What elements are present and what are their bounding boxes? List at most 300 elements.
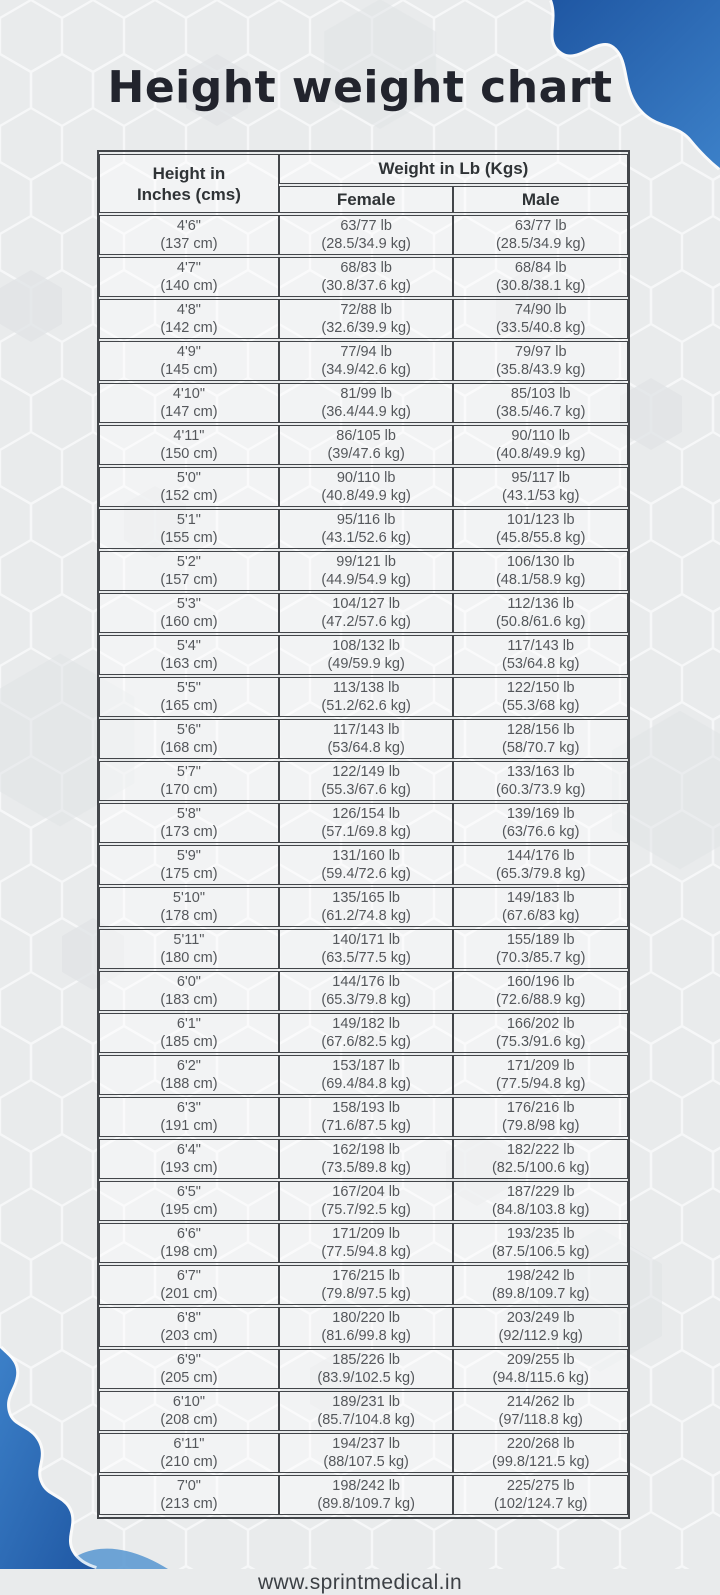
- female-weight-kg: (81.6/99.8 kg): [321, 1328, 411, 1344]
- male-weight-lb: 133/163 lb: [506, 764, 575, 780]
- height-feet-inches: 5'4": [176, 638, 201, 654]
- male-weight-lb: 139/169 lb: [506, 806, 575, 822]
- height-centimeters: (152 cm): [160, 488, 218, 504]
- male-weight-lb: 144/176 lb: [506, 848, 575, 864]
- male-weight-cell: [453, 383, 628, 423]
- female-weight-kg: (34.9/42.6 kg): [321, 362, 411, 378]
- height-feet-inches: 7'0": [176, 1478, 201, 1494]
- website-url: www.sprintmedical.in: [257, 1571, 463, 1594]
- weight-group-header: Weight in Lb (Kgs): [279, 154, 628, 184]
- height-cell: [99, 803, 279, 843]
- male-weight-cell: [453, 761, 628, 801]
- table-row: [99, 1391, 628, 1431]
- table-row: [99, 467, 628, 507]
- male-weight-kg: (89.8/109.7 kg): [491, 1286, 590, 1302]
- height-cell: [99, 383, 279, 423]
- female-weight-lb: 162/198 lb: [332, 1142, 400, 1158]
- male-weight-lb: 193/235 lb: [506, 1226, 575, 1242]
- male-weight-cell: [453, 1475, 628, 1515]
- height-feet-inches: 6'8": [176, 1310, 201, 1326]
- female-weight-cell: [279, 341, 454, 381]
- male-weight-cell: [453, 425, 628, 465]
- table-row: [99, 593, 628, 633]
- height-feet-inches: 6'4": [176, 1142, 201, 1158]
- female-weight-cell: [279, 719, 454, 759]
- female-weight-kg: (53/64.8 kg): [327, 740, 405, 756]
- female-weight-cell: [279, 1223, 454, 1263]
- height-feet-inches: 4'8": [176, 302, 201, 318]
- male-weight-kg: (33.5/40.8 kg): [495, 320, 586, 336]
- female-weight-kg: (32.6/39.9 kg): [321, 320, 411, 336]
- height-centimeters: (203 cm): [160, 1328, 218, 1344]
- height-cell: [99, 929, 279, 969]
- height-cell: [99, 1223, 279, 1263]
- height-centimeters: (208 cm): [160, 1412, 218, 1428]
- height-cell: [99, 257, 279, 297]
- height-cell: [99, 1433, 279, 1473]
- height-feet-inches: 6'2": [176, 1058, 201, 1074]
- male-weight-cell: [453, 467, 628, 507]
- height-centimeters: (205 cm): [160, 1370, 218, 1386]
- height-cell: [99, 845, 279, 885]
- male-weight-lb: 128/156 lb: [506, 722, 575, 738]
- female-weight-lb: 185/226 lb: [332, 1352, 400, 1368]
- table-row: [99, 215, 628, 255]
- male-column-header: Male: [453, 186, 628, 213]
- female-weight-cell: [279, 761, 454, 801]
- male-weight-kg: (82.5/100.6 kg): [491, 1160, 590, 1176]
- male-weight-kg: (99.8/121.5 kg): [491, 1454, 590, 1470]
- height-cell: [99, 887, 279, 927]
- table-row: [99, 803, 628, 843]
- male-weight-kg: (63/76.6 kg): [502, 824, 580, 840]
- height-centimeters: (140 cm): [160, 278, 218, 294]
- female-weight-kg: (69.4/84.8 kg): [321, 1076, 411, 1092]
- height-centimeters: (163 cm): [160, 656, 218, 672]
- male-weight-lb: 203/249 lb: [506, 1310, 575, 1326]
- male-weight-cell: [453, 1139, 628, 1179]
- female-weight-lb: 149/182 lb: [332, 1016, 400, 1032]
- male-weight-lb: 160/196 lb: [506, 974, 575, 990]
- height-feet-inches: 5'10": [172, 890, 205, 906]
- male-weight-cell: [453, 257, 628, 297]
- male-weight-lb: 74/90 lb: [514, 302, 567, 318]
- male-weight-kg: (87.5/106.5 kg): [491, 1244, 590, 1260]
- height-centimeters: (155 cm): [160, 530, 218, 546]
- height-feet-inches: 6'10": [172, 1394, 205, 1410]
- table-row: [99, 677, 628, 717]
- male-weight-kg: (79.8/98 kg): [502, 1118, 580, 1134]
- height-cell: [99, 1307, 279, 1347]
- male-weight-kg: (92/112.9 kg): [498, 1328, 583, 1344]
- male-weight-lb: 90/110 lb: [511, 428, 570, 444]
- table-row: [99, 1349, 628, 1389]
- table-row: [99, 1139, 628, 1179]
- female-weight-cell: [279, 1055, 454, 1095]
- height-centimeters: (157 cm): [160, 572, 218, 588]
- female-weight-cell: [279, 887, 454, 927]
- female-weight-kg: (65.3/79.8 kg): [321, 992, 411, 1008]
- male-weight-lb: 149/183 lb: [506, 890, 575, 906]
- female-weight-kg: (40.8/49.9 kg): [321, 488, 411, 504]
- table-row: [99, 383, 628, 423]
- height-feet-inches: 5'11": [173, 932, 205, 948]
- height-centimeters: (175 cm): [160, 866, 218, 882]
- height-feet-inches: 5'2": [176, 554, 201, 570]
- height-centimeters: (210 cm): [160, 1454, 218, 1470]
- female-weight-cell: [279, 593, 454, 633]
- male-weight-cell: [453, 677, 628, 717]
- male-weight-lb: 220/268 lb: [506, 1436, 575, 1452]
- male-weight-lb: 155/189 lb: [506, 932, 575, 948]
- female-weight-cell: [279, 383, 454, 423]
- male-weight-lb: 182/222 lb: [506, 1142, 575, 1158]
- female-weight-lb: 108/132 lb: [332, 638, 400, 654]
- female-weight-cell: [279, 1097, 454, 1137]
- height-centimeters: (191 cm): [160, 1118, 218, 1134]
- male-weight-lb: 85/103 lb: [510, 386, 571, 402]
- male-weight-lb: 198/242 lb: [506, 1268, 575, 1284]
- female-weight-kg: (30.8/37.6 kg): [321, 278, 411, 294]
- female-weight-lb: 95/116 lb: [336, 512, 396, 528]
- female-weight-lb: 122/149 lb: [332, 764, 400, 780]
- male-weight-kg: (94.8/115.6 kg): [492, 1370, 589, 1386]
- female-weight-lb: 144/176 lb: [332, 974, 400, 990]
- height-cell: [99, 551, 279, 591]
- male-weight-lb: 112/136 lb: [507, 596, 575, 612]
- male-weight-lb: 214/262 lb: [506, 1394, 575, 1410]
- male-weight-kg: (65.3/79.8 kg): [495, 866, 586, 882]
- table-row: [99, 971, 628, 1011]
- male-weight-kg: (50.8/61.6 kg): [495, 614, 586, 630]
- male-weight-lb: 95/117 lb: [511, 470, 570, 486]
- female-weight-lb: 198/242 lb: [332, 1478, 400, 1494]
- female-weight-cell: [279, 635, 454, 675]
- female-weight-kg: (61.2/74.8 kg): [321, 908, 411, 924]
- height-feet-inches: 6'3": [176, 1100, 201, 1116]
- female-weight-cell: [279, 1181, 454, 1221]
- female-weight-cell: [279, 1433, 454, 1473]
- female-weight-cell: [279, 551, 454, 591]
- height-centimeters: (195 cm): [160, 1202, 218, 1218]
- height-centimeters: (165 cm): [160, 698, 218, 714]
- table-header: [99, 154, 628, 213]
- height-centimeters: (137 cm): [160, 236, 218, 252]
- male-weight-kg: (35.8/43.9 kg): [495, 362, 586, 378]
- table-row: [99, 509, 628, 549]
- height-feet-inches: 4'9": [176, 344, 201, 360]
- height-cell: [99, 1475, 279, 1515]
- female-weight-lb: 176/215 lb: [332, 1268, 400, 1284]
- female-weight-kg: (47.2/57.6 kg): [321, 614, 411, 630]
- female-weight-lb: 99/121 lb: [336, 554, 396, 570]
- female-weight-kg: (88/107.5 kg): [323, 1454, 409, 1470]
- female-weight-lb: 140/171 lb: [332, 932, 400, 948]
- female-weight-kg: (75.7/92.5 kg): [321, 1202, 411, 1218]
- male-weight-kg: (58/70.7 kg): [502, 740, 580, 756]
- table-row: [99, 1265, 628, 1305]
- height-centimeters: (183 cm): [160, 992, 218, 1008]
- height-centimeters: (185 cm): [160, 1034, 218, 1050]
- male-weight-cell: [453, 551, 628, 591]
- male-weight-kg: (84.8/103.8 kg): [491, 1202, 590, 1218]
- female-weight-cell: [279, 1139, 454, 1179]
- height-feet-inches: 6'11": [173, 1436, 205, 1452]
- female-weight-lb: 68/83 lb: [340, 260, 392, 276]
- table-row: [99, 719, 628, 759]
- height-cell: [99, 719, 279, 759]
- female-weight-cell: [279, 1349, 454, 1389]
- table-row: [99, 1181, 628, 1221]
- female-weight-cell: [279, 1391, 454, 1431]
- female-weight-kg: (28.5/34.9 kg): [321, 236, 411, 252]
- male-weight-lb: 171/209 lb: [506, 1058, 575, 1074]
- height-cell: [99, 341, 279, 381]
- height-feet-inches: 6'0": [176, 974, 201, 990]
- male-weight-kg: (67.6/83 kg): [502, 908, 580, 924]
- table-row: [99, 1307, 628, 1347]
- female-weight-kg: (44.9/54.9 kg): [321, 572, 411, 588]
- male-weight-kg: (38.5/46.7 kg): [495, 404, 586, 420]
- female-weight-kg: (36.4/44.9 kg): [321, 404, 411, 420]
- male-weight-kg: (77.5/94.8 kg): [495, 1076, 586, 1092]
- height-cell: [99, 215, 279, 255]
- male-weight-lb: 117/143 lb: [507, 638, 575, 654]
- height-centimeters: (201 cm): [160, 1286, 218, 1302]
- male-weight-cell: [453, 1433, 628, 1473]
- female-weight-lb: 135/165 lb: [332, 890, 400, 906]
- table-row: [99, 845, 628, 885]
- height-centimeters: (142 cm): [160, 320, 218, 336]
- height-cell: [99, 509, 279, 549]
- height-feet-inches: 6'1": [176, 1016, 201, 1032]
- male-weight-cell: [453, 1265, 628, 1305]
- male-weight-cell: [453, 509, 628, 549]
- female-weight-cell: [279, 1475, 454, 1515]
- male-weight-cell: [453, 299, 628, 339]
- male-weight-cell: [453, 635, 628, 675]
- male-weight-lb: 209/255 lb: [506, 1352, 575, 1368]
- table-row: [99, 551, 628, 591]
- male-weight-kg: (48.1/58.9 kg): [495, 572, 586, 588]
- height-cell: [99, 1013, 279, 1053]
- female-weight-cell: [279, 1307, 454, 1347]
- male-weight-lb: 225/275 lb: [506, 1478, 575, 1494]
- height-centimeters: (178 cm): [160, 908, 218, 924]
- height-feet-inches: 5'5": [176, 680, 201, 696]
- height-cell: [99, 1139, 279, 1179]
- male-weight-cell: [453, 1223, 628, 1263]
- height-feet-inches: 5'3": [176, 596, 201, 612]
- female-weight-kg: (67.6/82.5 kg): [321, 1034, 411, 1050]
- female-weight-lb: 131/160 lb: [332, 848, 400, 864]
- female-weight-lb: 171/209 lb: [332, 1226, 400, 1242]
- male-weight-cell: [453, 1181, 628, 1221]
- height-centimeters: (145 cm): [160, 362, 218, 378]
- female-weight-lb: 104/127 lb: [332, 596, 400, 612]
- female-weight-lb: 189/231 lb: [332, 1394, 400, 1410]
- table-row: [99, 635, 628, 675]
- female-weight-kg: (51.2/62.6 kg): [321, 698, 411, 714]
- height-feet-inches: 5'7": [176, 764, 201, 780]
- height-feet-inches: 4'11": [173, 428, 205, 444]
- male-weight-kg: (55.3/68 kg): [502, 698, 580, 714]
- height-cell: [99, 1391, 279, 1431]
- table-row: [99, 761, 628, 801]
- female-column-header: Female: [279, 186, 454, 213]
- male-weight-cell: [453, 1013, 628, 1053]
- male-weight-kg: (28.5/34.9 kg): [495, 236, 586, 252]
- height-feet-inches: 6'7": [176, 1268, 201, 1284]
- female-weight-lb: 86/105 lb: [336, 428, 396, 444]
- female-weight-lb: 153/187 lb: [332, 1058, 400, 1074]
- male-weight-cell: [453, 971, 628, 1011]
- male-weight-cell: [453, 1391, 628, 1431]
- male-weight-kg: (102/124.7 kg): [493, 1496, 588, 1512]
- height-cell: [99, 761, 279, 801]
- male-weight-kg: (40.8/49.9 kg): [495, 446, 586, 462]
- table-row: [99, 1223, 628, 1263]
- height-feet-inches: 5'9": [176, 848, 201, 864]
- male-weight-kg: (72.6/88.9 kg): [495, 992, 586, 1008]
- female-weight-kg: (39/47.6 kg): [327, 446, 405, 462]
- height-cell: [99, 593, 279, 633]
- male-weight-kg: (97/118.8 kg): [498, 1412, 583, 1428]
- female-weight-lb: 194/237 lb: [332, 1436, 400, 1452]
- female-weight-lb: 81/99 lb: [340, 386, 392, 402]
- table-row: [99, 257, 628, 297]
- male-weight-cell: [453, 1055, 628, 1095]
- male-weight-cell: [453, 803, 628, 843]
- height-cell: [99, 677, 279, 717]
- male-weight-cell: [453, 341, 628, 381]
- female-weight-lb: 90/110 lb: [336, 470, 396, 486]
- female-weight-lb: 77/94 lb: [340, 344, 392, 360]
- height-centimeters: (180 cm): [160, 950, 218, 966]
- height-column-header-line1: Height in: [152, 163, 226, 183]
- height-cell: [99, 1265, 279, 1305]
- height-centimeters: (147 cm): [160, 404, 218, 420]
- male-weight-cell: [453, 593, 628, 633]
- table-row: [99, 425, 628, 465]
- height-column-header-line2: Inches (cms): [136, 184, 241, 204]
- female-weight-cell: [279, 1265, 454, 1305]
- height-feet-inches: 4'7": [176, 260, 201, 276]
- female-weight-lb: 126/154 lb: [332, 806, 400, 822]
- male-weight-lb: 68/84 lb: [514, 260, 567, 276]
- male-weight-lb: 187/229 lb: [506, 1184, 575, 1200]
- female-weight-lb: 72/88 lb: [340, 302, 392, 318]
- height-column-header: [99, 154, 279, 213]
- female-weight-kg: (55.3/67.6 kg): [321, 782, 411, 798]
- male-weight-kg: (53/64.8 kg): [502, 656, 580, 672]
- male-weight-kg: (43.1/53 kg): [502, 488, 580, 504]
- male-weight-cell: [453, 929, 628, 969]
- female-weight-kg: (79.8/97.5 kg): [321, 1286, 411, 1302]
- height-cell: [99, 1097, 279, 1137]
- female-weight-kg: (43.1/52.6 kg): [321, 530, 411, 546]
- male-weight-kg: (75.3/91.6 kg): [495, 1034, 586, 1050]
- male-weight-kg: (60.3/73.9 kg): [495, 782, 586, 798]
- female-weight-kg: (57.1/69.8 kg): [321, 824, 411, 840]
- female-weight-cell: [279, 509, 454, 549]
- female-weight-kg: (77.5/94.8 kg): [321, 1244, 411, 1260]
- female-weight-cell: [279, 929, 454, 969]
- table-row: [99, 299, 628, 339]
- male-weight-lb: 122/150 lb: [506, 680, 575, 696]
- female-weight-cell: [279, 845, 454, 885]
- height-centimeters: (170 cm): [160, 782, 218, 798]
- male-weight-cell: [453, 845, 628, 885]
- female-weight-lb: 117/143 lb: [332, 722, 400, 738]
- height-centimeters: (173 cm): [160, 824, 218, 840]
- female-weight-cell: [279, 1013, 454, 1053]
- male-weight-cell: [453, 1307, 628, 1347]
- male-weight-cell: [453, 1097, 628, 1137]
- table-row: [99, 1013, 628, 1053]
- female-weight-cell: [279, 215, 454, 255]
- height-cell: [99, 1181, 279, 1221]
- male-weight-cell: [453, 719, 628, 759]
- female-weight-kg: (63.5/77.5 kg): [321, 950, 411, 966]
- height-cell: [99, 299, 279, 339]
- page-title: Height weight chart: [107, 62, 613, 113]
- male-weight-cell: [453, 1349, 628, 1389]
- height-feet-inches: 4'6": [176, 218, 201, 234]
- male-weight-cell: [453, 215, 628, 255]
- height-feet-inches: 5'8": [176, 806, 201, 822]
- male-weight-lb: 166/202 lb: [506, 1016, 575, 1032]
- female-weight-kg: (71.6/87.5 kg): [321, 1118, 411, 1134]
- male-weight-lb: 101/123 lb: [506, 512, 575, 528]
- female-weight-cell: [279, 677, 454, 717]
- female-weight-lb: 167/204 lb: [332, 1184, 400, 1200]
- height-cell: [99, 1349, 279, 1389]
- female-weight-lb: 180/220 lb: [332, 1310, 400, 1326]
- male-weight-kg: (30.8/38.1 kg): [495, 278, 586, 294]
- height-cell: [99, 467, 279, 507]
- height-cell: [99, 635, 279, 675]
- height-feet-inches: 5'1": [176, 512, 201, 528]
- height-feet-inches: 5'0": [176, 470, 201, 486]
- female-weight-lb: 113/138 lb: [332, 680, 400, 696]
- female-weight-cell: [279, 971, 454, 1011]
- table-row: [99, 929, 628, 969]
- female-weight-cell: [279, 299, 454, 339]
- table-row: [99, 1055, 628, 1095]
- table-row: [99, 1097, 628, 1137]
- height-centimeters: (168 cm): [160, 740, 218, 756]
- female-weight-kg: (73.5/89.8 kg): [321, 1160, 411, 1176]
- height-cell: [99, 425, 279, 465]
- height-centimeters: (160 cm): [160, 614, 218, 630]
- height-cell: [99, 971, 279, 1011]
- height-feet-inches: 6'5": [176, 1184, 201, 1200]
- table-row: [99, 887, 628, 927]
- table-body: [99, 215, 628, 1515]
- male-weight-kg: (70.3/85.7 kg): [495, 950, 586, 966]
- female-weight-kg: (49/59.9 kg): [327, 656, 405, 672]
- male-weight-cell: [453, 887, 628, 927]
- height-cell: [99, 1055, 279, 1095]
- female-weight-kg: (59.4/72.6 kg): [321, 866, 411, 882]
- male-weight-lb: 63/77 lb: [514, 218, 567, 234]
- female-weight-lb: 158/193 lb: [332, 1100, 400, 1116]
- height-centimeters: (213 cm): [160, 1496, 218, 1512]
- male-weight-kg: (45.8/55.8 kg): [495, 530, 586, 546]
- female-weight-cell: [279, 425, 454, 465]
- height-weight-table: [97, 150, 630, 1519]
